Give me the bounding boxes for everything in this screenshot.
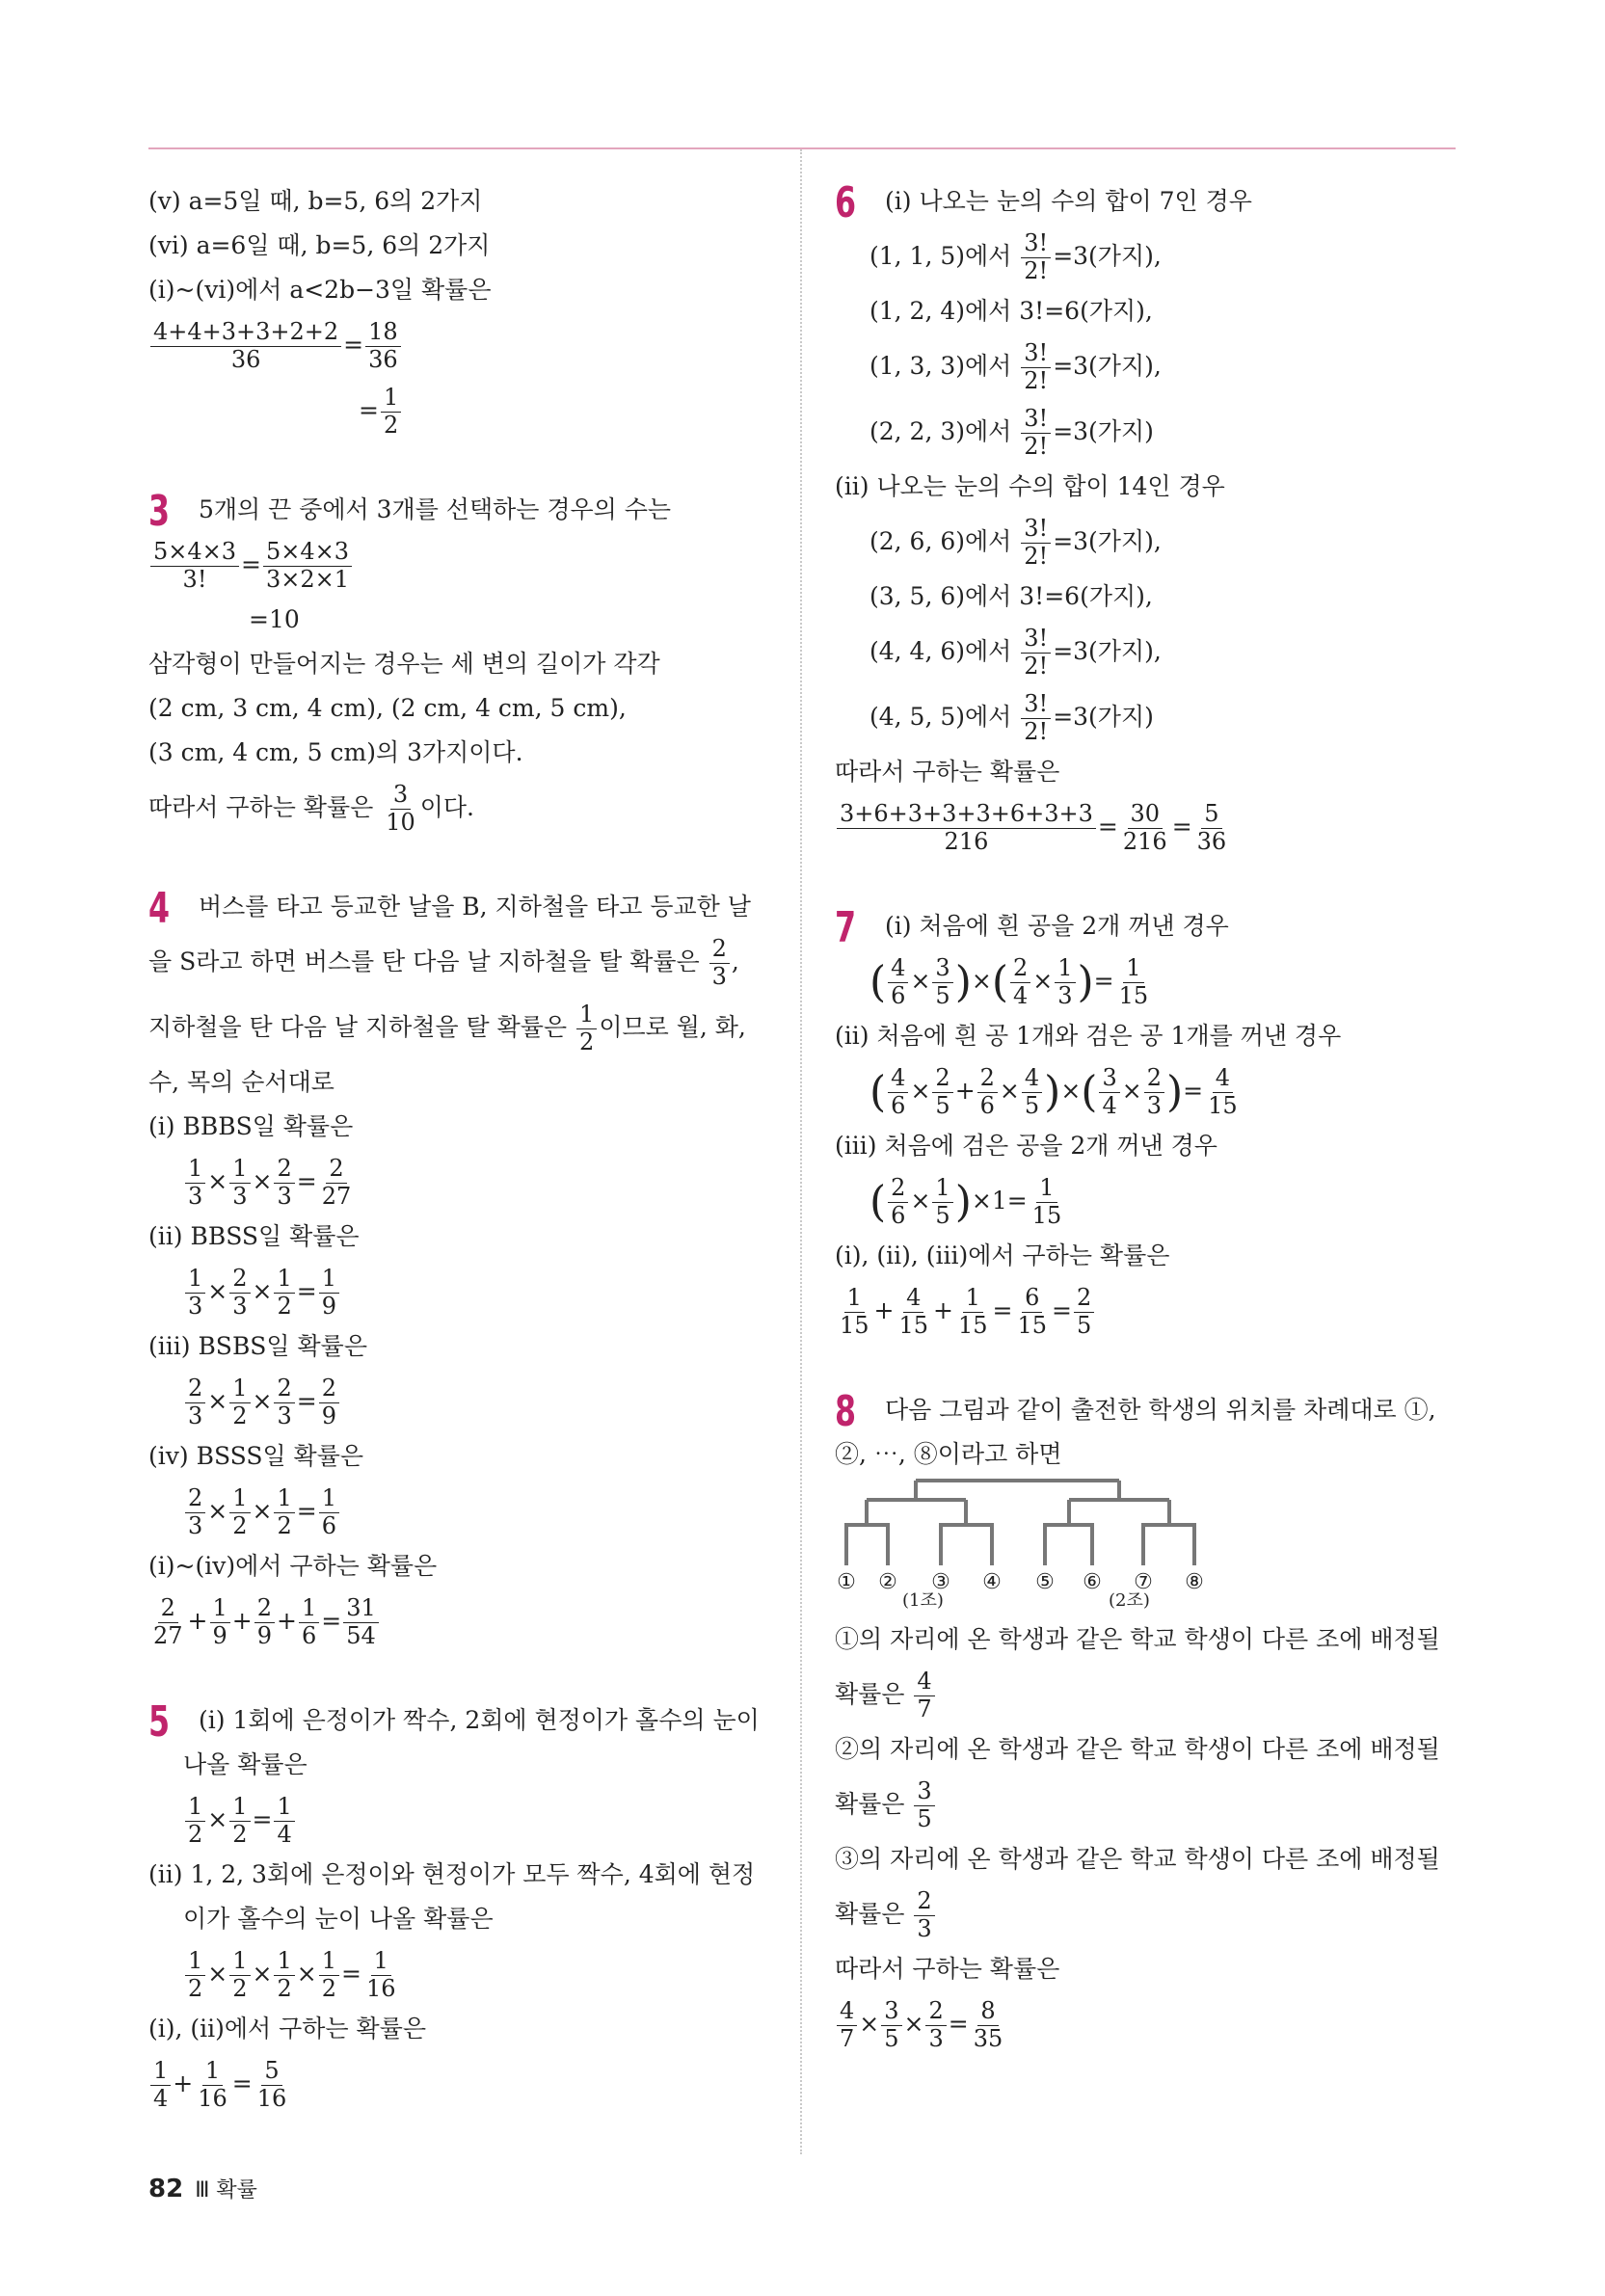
fraction: $\frac{1}{2}$: [229, 1375, 250, 1429]
text-line: (ⅱ) 1, 2, 3회에 은정이와 현정이가 모두 짝수, 4회에 현정: [148, 1860, 756, 1888]
group-label: (2조): [1109, 1590, 1150, 1611]
fraction: $\frac{1}{16}$: [198, 2057, 227, 2112]
equation: $\frac{5\times 4\times 3}{3!}$ = $\frac{5\times 4\times 3}{3\times 2\times 1}$: [148, 532, 765, 598]
fraction: $\frac{5}{36}$: [1196, 800, 1227, 855]
fraction: $\frac{18}{36}$: [365, 319, 401, 373]
fraction: $\frac{1}{15}$: [958, 1284, 988, 1339]
fraction: $\frac{8}{35}$: [973, 1997, 1003, 2052]
fraction: $\frac{2}{6}$: [888, 1175, 908, 1229]
problem-number: 4: [148, 883, 171, 933]
fraction: $\frac{3+6+3+3+3+6+3+3}{216}$: [837, 801, 1096, 855]
problem-4-header: 4 버스를 타고 등교한 날을 B, 지하철을 타고 등교한 날: [148, 883, 751, 933]
text-line: (3 cm, 4 cm, 5 cm)의 3가지이다.: [148, 738, 523, 766]
text-line: 따라서 구하는 확률은 $\frac{3}{10}$ 이다.: [148, 781, 474, 836]
fraction: $\frac{5}{16}$: [256, 2057, 287, 2112]
text-line: 지하철을 탄 다음 날 지하철을 탈 확률은 $\frac{1}{2}$ 이므로 월, 화,: [148, 1001, 746, 1055]
problem-number: 5: [148, 1696, 171, 1747]
problem-8-header: 8 다음 그림과 같이 출전한 학생의 위치를 차례대로 ①,: [835, 1386, 1436, 1436]
equation: $\frac{2}{3}$ × $\frac{1}{2}$ × $\frac{1}{2}$ = $\frac{1}{6}$: [148, 1479, 765, 1544]
fraction: $\frac{2}{3}$: [925, 1998, 946, 2052]
position-label: ④: [982, 1570, 1002, 1594]
text-line: 확률은 $\frac{4}{7}$: [835, 1662, 1461, 1727]
text-line: ②의 자리에 온 학생과 같은 학교 학생이 다른 조에 배정될: [835, 1735, 1440, 1763]
position-label: ①: [837, 1570, 856, 1594]
fraction: $\frac{1}{15}$: [1031, 1174, 1062, 1229]
fraction: $\frac{1}{5}$: [932, 1175, 952, 1229]
equation: $\frac{1}{2}$ × $\frac{1}{2}$ × $\frac{1}{2}$ × $\frac{1}{2}$ = $\frac{1}{16}$: [148, 1941, 765, 2007]
fraction: $\frac{2}{3}$: [185, 1375, 205, 1429]
fraction: $\frac{2}{3}$: [709, 936, 730, 990]
text-line: ③의 자리에 온 학생과 같은 학교 학생이 다른 조에 배정될: [835, 1845, 1440, 1873]
fraction: $\frac{1}{3}$: [185, 1266, 205, 1320]
fraction: $\frac{1}{2}$: [229, 1794, 250, 1848]
text-line: (2 cm, 3 cm, 4 cm), (2 cm, 4 cm, 5 cm),: [148, 694, 627, 722]
group-label: (1조): [902, 1590, 944, 1611]
text-line: 수, 목의 순서대로: [148, 1068, 334, 1096]
fraction: $\frac{1}{2}$: [576, 1001, 597, 1055]
page-number: 82: [148, 2175, 184, 2203]
top-rule: [148, 147, 1456, 149]
text-line: 확률은 $\frac{3}{5}$: [835, 1772, 1461, 1837]
bracket-svg: [835, 1477, 1240, 1602]
fraction: $\frac{2}{9}$: [319, 1375, 339, 1429]
case-line: (4, 5, 5)에서 $\frac{3!}{2!}$ =3(가지): [869, 690, 1154, 745]
equation: $\frac{1}{3}$ × $\frac{2}{3}$ × $\frac{1}{2}$ = $\frac{1}{9}$: [148, 1259, 765, 1324]
fraction: $\frac{1}{15}$: [840, 1284, 869, 1339]
fraction: $\frac{2}{3}$: [914, 1888, 934, 1942]
case-label: (ⅱ) 처음에 흰 공 1개와 검은 공 1개를 꺼낸 경우: [835, 1022, 1342, 1050]
position-label: ②: [878, 1570, 897, 1594]
fraction: $\frac{1}{2}$: [229, 1948, 250, 2002]
problem-number: 7: [835, 902, 857, 952]
fraction: $\frac{2}{4}$: [1010, 955, 1030, 1009]
problem-number: 8: [835, 1386, 857, 1436]
position-label: ⑦: [1134, 1570, 1153, 1594]
fraction: $\frac{1}{3}$: [229, 1156, 250, 1210]
text-line: ②, ⋯, ⑧이라고 하면: [835, 1440, 1062, 1468]
text-line: 삼각형이 만들어지는 경우는 세 변의 길이가 각각: [148, 650, 660, 678]
page-footer: [148, 2174, 257, 2203]
fraction: $\frac{2}{3}$: [229, 1266, 250, 1320]
equation: $\frac{2}{27}$ + $\frac{1}{9}$ + $\frac{2}{9}$ + $\frac{1}{6}$ = $\frac{31}{54}$: [148, 1589, 765, 1654]
tournament-bracket-diagram: [835, 1477, 1461, 1611]
equation: $\frac{3+6+3+3+3+6+3+3}{216}$ = $\frac{30}{216}$ = $\frac{5}{36}$: [835, 794, 1461, 860]
fraction: $\frac{3!}{2!}$: [1021, 406, 1051, 460]
case-label: (ⅲ) 처음에 검은 공을 2개 꺼낸 경우: [835, 1132, 1217, 1160]
equation: ( $\frac{4}{6}$ × $\frac{3}{5}$ )×( $\frac{2}{4}$ × $\frac{1}{3}$ )= $\frac{1}{15}$: [835, 948, 1461, 1014]
fraction: $\frac{2}{27}$: [153, 1594, 183, 1649]
fraction: $\frac{2}{3}$: [185, 1485, 205, 1539]
case-label: (ⅰ)~(ⅳ)에서 구하는 확률은: [148, 1552, 438, 1580]
fraction: $\frac{4}{7}$: [837, 1998, 857, 2052]
fraction: $\frac{1}{3}$: [185, 1156, 205, 1210]
fraction: $\frac{1}{9}$: [319, 1266, 339, 1320]
fraction: $\frac{4}{15}$: [898, 1284, 929, 1339]
position-label: ⑧: [1185, 1570, 1204, 1594]
fraction: $\frac{2}{3}$: [274, 1156, 294, 1210]
case-label: (ⅱ) 나오는 눈의 수의 합이 14인 경우: [835, 472, 1225, 500]
right-column: [835, 179, 1461, 2057]
text-line: ①의 자리에 온 학생과 같은 학교 학생이 다른 조에 배정될: [835, 1625, 1440, 1653]
position-label: ⑤: [1035, 1570, 1055, 1594]
case-label: (ⅲ) BSBS일 확률은: [148, 1332, 367, 1360]
fraction: $\frac{4}{6}$: [888, 1065, 908, 1119]
text-line: 을 S라고 하면 버스를 탄 다음 날 지하철을 탈 확률은 $\frac{2}{3}$ ,: [148, 935, 739, 990]
case-label: (ⅰ) BBBS일 확률은: [148, 1112, 354, 1140]
section-label: Ⅲ 확률: [195, 2178, 257, 2203]
case-label: (ⅳ) BSSS일 확률은: [148, 1442, 363, 1470]
fraction: $\frac{1}{4}$: [274, 1794, 294, 1848]
equation: $\frac{1}{15}$ + $\frac{4}{15}$ + $\frac{1}{15}$ = $\frac{6}{15}$ = $\frac{2}{5}$: [835, 1278, 1461, 1344]
problem-6-header: 6 (ⅰ) 나오는 눈의 수의 합이 7인 경우: [835, 177, 1252, 227]
case-label: (ⅰ), (ⅱ), (ⅲ)에서 구하는 확률은: [835, 1241, 1170, 1269]
text-line: 확률은 $\frac{2}{3}$: [835, 1882, 1461, 1947]
equation: = $\frac{1}{2}$: [148, 378, 765, 443]
fraction: $\frac{1}{3}$: [1055, 955, 1075, 1009]
fraction: $\frac{1}{4}$: [150, 2058, 171, 2112]
left-column: [148, 179, 765, 2117]
case-label: 따라서 구하는 확률은: [835, 758, 1060, 786]
fraction: $\frac{2}{5}$: [932, 1065, 952, 1119]
fraction: $\frac{1}{2}$: [229, 1485, 250, 1539]
fraction: $\frac{3!}{2!}$: [1021, 340, 1051, 394]
fraction: $\frac{1}{15}$: [1118, 954, 1149, 1009]
equation: $\frac{1}{4}$ + $\frac{1}{16}$ = $\frac{5}{16}$: [148, 2051, 765, 2117]
fraction: $\frac{6}{15}$: [1017, 1284, 1048, 1339]
equation: ( $\frac{4}{6}$ × $\frac{2}{5}$ + $\frac{2}{6}$ × $\frac{4}{5}$ )×( $\frac{3}{4}$ × $\frac{2}{3}$ )= $\frac{4}{15}$: [835, 1058, 1461, 1124]
case-label: (ⅰ), (ⅱ)에서 구하는 확률은: [148, 2015, 426, 2042]
fraction: $\frac{2}{3}$: [274, 1375, 294, 1429]
fraction: $\frac{1}{2}$: [274, 1948, 294, 2002]
fraction: $\frac{2}{9}$: [254, 1595, 275, 1649]
equation: ( $\frac{2}{6}$ × $\frac{1}{5}$ )×1= $\frac{1}{15}$: [835, 1168, 1461, 1234]
text-line: 이가 홀수의 눈이 나올 확률은: [183, 1905, 494, 1933]
case-line: (2, 6, 6)에서 $\frac{3!}{2!}$ =3(가지),: [869, 515, 1162, 570]
fraction: $\frac{31}{54}$: [343, 1595, 379, 1649]
fraction: $\frac{3!}{2!}$: [1021, 626, 1051, 680]
problem-7-header: 7 (ⅰ) 처음에 흰 공을 2개 꺼낸 경우: [835, 902, 1229, 952]
text-line: (ⅰ)~(ⅵ)에서 a<2b−3일 확률은: [148, 276, 492, 304]
problem-3-header: 3 5개의 끈 중에서 3개를 선택하는 경우의 수는: [148, 486, 672, 536]
fraction: $\frac{4}{5}$: [1022, 1065, 1042, 1119]
case-line: (1, 1, 5)에서 $\frac{3!}{2!}$ =3(가지),: [869, 229, 1162, 284]
case-line: (2, 2, 3)에서 $\frac{3!}{2!}$ =3(가지): [869, 405, 1154, 460]
case-label: (ⅱ) BBSS일 확률은: [148, 1222, 360, 1250]
fraction: $\frac{1}{6}$: [299, 1595, 319, 1649]
fraction: $\frac{4}{7}$: [914, 1669, 934, 1722]
fraction: $\frac{3!}{2!}$: [1021, 230, 1051, 284]
fraction: $\frac{3}{5}$: [932, 955, 952, 1009]
equation: $\frac{4+4+3+3+2+2}{36}$ = $\frac{18}{36}$: [148, 312, 765, 378]
fraction: $\frac{1}{16}$: [365, 1947, 396, 2002]
fraction: $\frac{2}{3}$: [1144, 1065, 1164, 1119]
problem-number: 6: [835, 177, 857, 227]
equation-result: =10: [249, 605, 300, 633]
problem-number: 3: [148, 486, 171, 536]
fraction: $\frac{5\times 4\times 3}{3!}$: [150, 539, 239, 593]
fraction: $\frac{1}{6}$: [319, 1485, 339, 1539]
case-line: (3, 5, 6)에서 3!=6(가지),: [869, 582, 1153, 610]
fraction: $\frac{1}{2}$: [274, 1485, 294, 1539]
fraction: $\frac{30}{216}$: [1122, 800, 1167, 855]
fraction: $\frac{4+4+3+3+2+2}{36}$: [150, 319, 341, 373]
fraction: $\frac{3}{5}$: [914, 1778, 934, 1832]
fraction: $\frac{3!}{2!}$: [1021, 516, 1051, 570]
fraction: $\frac{2}{27}$: [321, 1155, 352, 1210]
equation: $\frac{1}{3}$ × $\frac{1}{3}$ × $\frac{2}{3}$ = $\frac{2}{27}$: [148, 1149, 765, 1215]
fraction: $\frac{1}{9}$: [210, 1595, 230, 1649]
fraction: $\frac{3!}{2!}$: [1021, 691, 1051, 745]
equation: $\frac{2}{3}$ × $\frac{1}{2}$ × $\frac{2}{3}$ = $\frac{2}{9}$: [148, 1369, 765, 1434]
case-line: (1, 2, 4)에서 3!=6(가지),: [869, 297, 1153, 325]
fraction: $\frac{5\times 4\times 3}{3\times 2\times 1}$: [263, 539, 352, 593]
position-label: ③: [931, 1570, 950, 1594]
text-line: 나올 확률은: [183, 1750, 308, 1778]
problem-5-header: 5 (ⅰ) 1회에 은정이가 짝수, 2회에 현정이가 홀수의 눈이: [148, 1696, 760, 1747]
text-line: (ⅵ) a=6일 때, b=5, 6의 2가지: [148, 231, 491, 259]
fraction: $\frac{3}{5}$: [881, 1998, 901, 2052]
fraction: $\frac{2}{6}$: [977, 1065, 998, 1119]
equation: $\frac{4}{7}$ × $\frac{3}{5}$ × $\frac{2}{3}$ = $\frac{8}{35}$: [835, 1991, 1461, 2057]
text-line: (ⅴ) a=5일 때, b=5, 6의 2가지: [148, 187, 483, 215]
fraction: $\frac{1}{2}$: [274, 1266, 294, 1320]
position-label: ⑥: [1083, 1570, 1102, 1594]
equation: $\frac{1}{2}$ × $\frac{1}{2}$ = $\frac{1}{4}$: [148, 1787, 765, 1853]
case-line: (1, 3, 3)에서 $\frac{3!}{2!}$ =3(가지),: [869, 339, 1162, 394]
case-line: (4, 4, 6)에서 $\frac{3!}{2!}$ =3(가지),: [869, 625, 1162, 680]
fraction: $\frac{4}{6}$: [888, 955, 908, 1009]
fraction: $\frac{1}{2}$: [185, 1948, 205, 2002]
fraction: $\frac{2}{5}$: [1074, 1285, 1094, 1339]
fraction: $\frac{3}{4}$: [1099, 1065, 1119, 1119]
fraction: $\frac{1}{2}$: [381, 385, 401, 439]
fraction: $\frac{1}{2}$: [185, 1794, 205, 1848]
fraction: $\frac{3}{10}$: [386, 781, 415, 836]
fraction: $\frac{1}{2}$: [319, 1948, 339, 2002]
case-label: 따라서 구하는 확률은: [835, 1955, 1060, 1983]
fraction: $\frac{4}{15}$: [1208, 1064, 1238, 1119]
column-divider: [800, 149, 802, 2154]
